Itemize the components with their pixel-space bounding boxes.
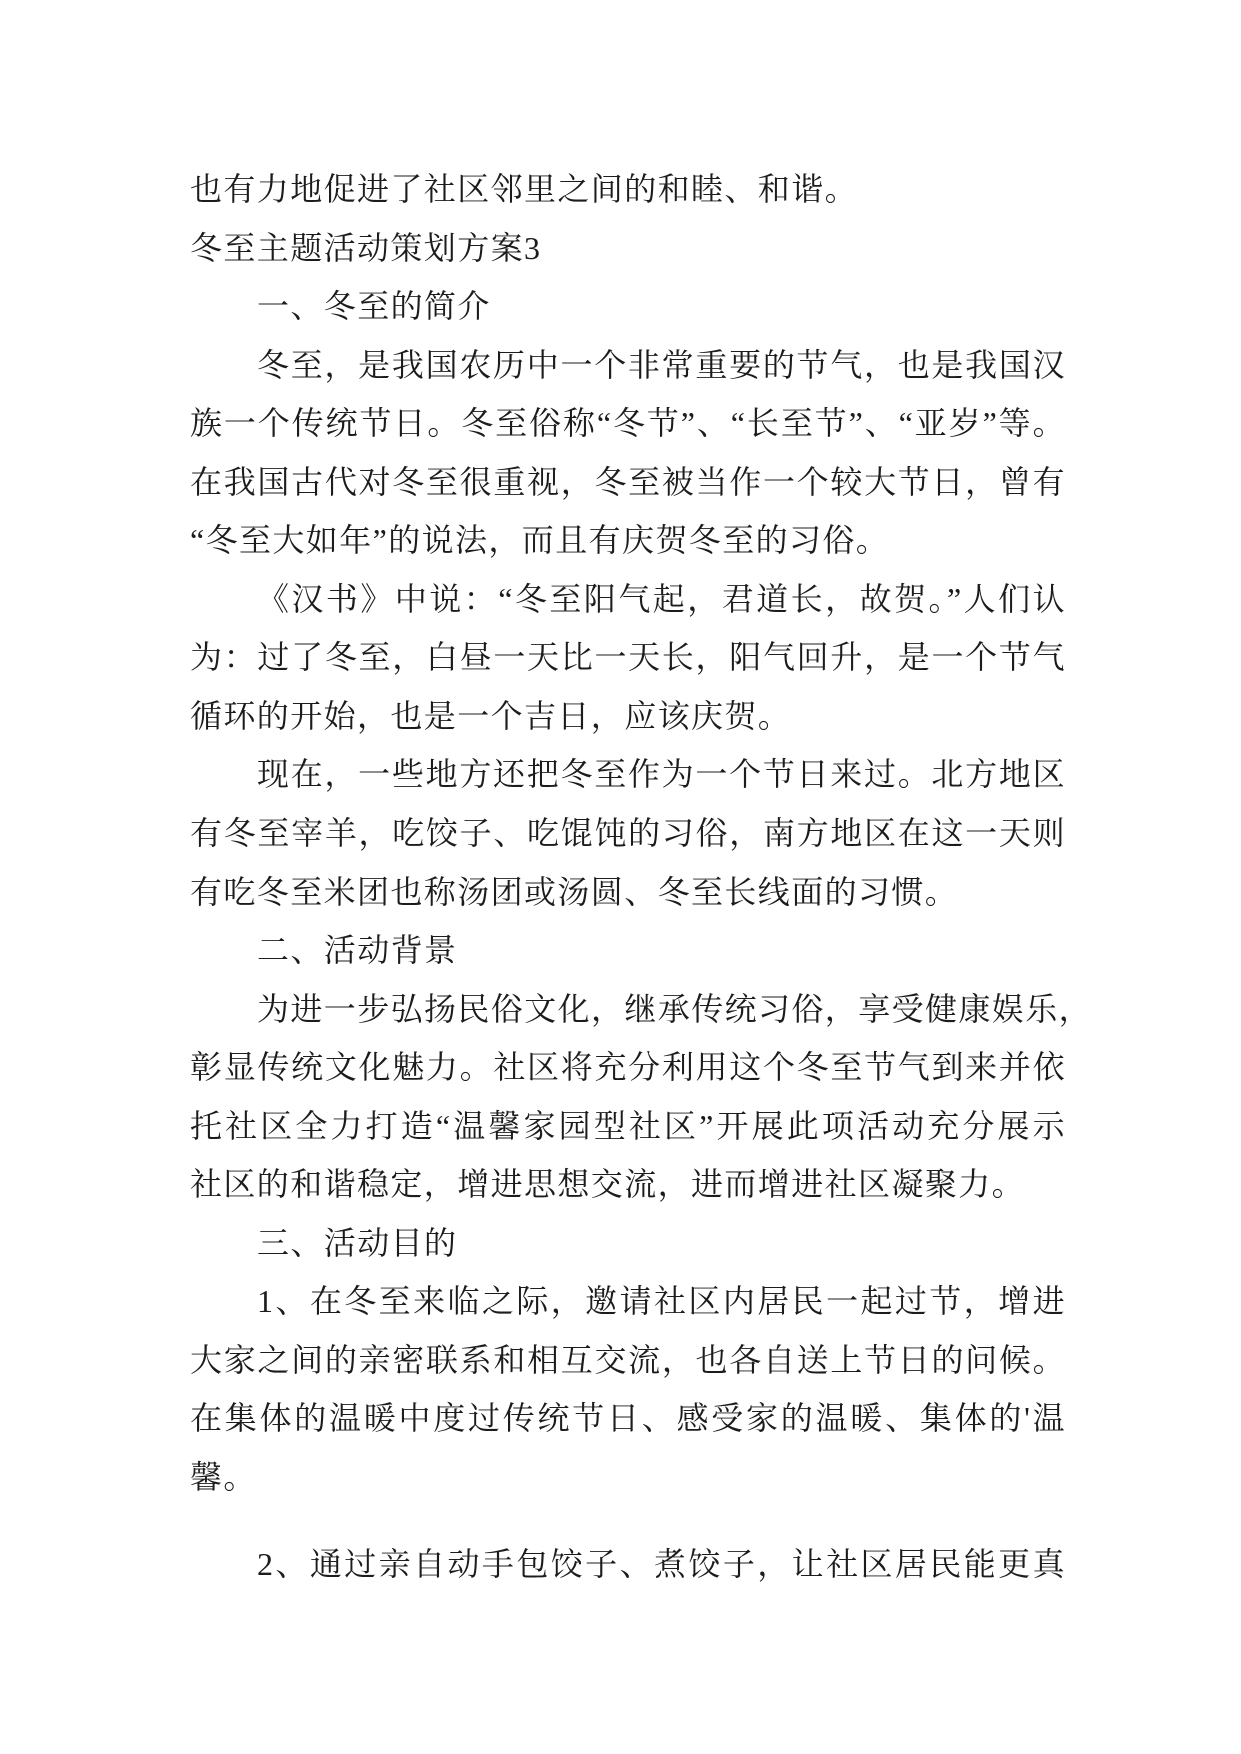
paragraph-line: 馨。 (190, 1459, 257, 1496)
section-heading: 二、活动背景 (257, 932, 458, 969)
paragraph-line: 在我国古代对冬至很重视，冬至被当作一个较大节日，曾有 (190, 463, 1066, 500)
paragraph-line: 1、在冬至来临之际，邀请社区内居民一起过节，增进 (257, 1283, 1066, 1320)
paragraph-line: 冬至，是我国农历中一个非常重要的节气，也是我国汉 (257, 346, 1066, 383)
paragraph-line: 为：过了冬至，白昼一天比一天长，阳气回升，是一个节气 (190, 639, 1066, 676)
paragraph (190, 1272, 1066, 1506)
paragraph-line: 社区的和谐稳定，增进思想交流，进而增进社区凝聚力。 (190, 1166, 1026, 1203)
paragraph-line: 也有力地促进了社区邻里之间的和睦、和谐。 (190, 171, 859, 207)
document-title: 冬至主题活动策划方案3 (190, 229, 542, 266)
paragraph-line: 族一个传统节日。冬至俗称“冬节”、“长至节”、“亚岁”等。 (190, 405, 1066, 442)
section-introduction (190, 277, 1066, 921)
paragraph (190, 570, 1066, 746)
paragraph-line: 有冬至宰羊，吃饺子、吃馄饨的习俗，南方地区在这一天则 (190, 815, 1066, 852)
section-heading: 一、冬至的简介 (257, 288, 491, 325)
paragraph-line: 彰显传统文化魅力。社区将充分利用这个冬至节气到来并依 (190, 1049, 1066, 1086)
section-objectives (190, 1214, 1066, 1593)
paragraph-line: 有吃冬至米团也称汤团或汤圆、冬至长线面的习惯。 (190, 873, 959, 910)
paragraph (190, 980, 1093, 1214)
paragraph-line: 在集体的温暖中度过传统节日、感受家的温暖、集体的'温 (190, 1400, 1066, 1437)
document-body (190, 160, 1093, 1593)
paragraph-line: 大家之间的亲密联系和相互交流，也各自送上节日的问候。 (190, 1341, 1066, 1378)
section-heading: 三、活动目的 (257, 1224, 458, 1261)
paragraph-line: “冬至大如年”的说法，而且有庆贺冬至的习俗。 (190, 522, 890, 559)
paragraph-line: 托社区全力打造“温馨家园型社区”开展此项活动充分展示 (190, 1107, 1066, 1144)
paragraph-line: 2、通过亲自动手包饺子、煮饺子，让社区居民能更真 (257, 1545, 1066, 1582)
paragraph-line: 为进一步弘扬民俗文化，继承传统习俗，享受健康娱乐， (257, 990, 1093, 1027)
paragraph (190, 336, 1066, 570)
paragraph-line: 现在，一些地方还把冬至作为一个节日来过。北方地区 (257, 756, 1066, 793)
continuation-paragraph (190, 160, 1066, 219)
paragraph (190, 1535, 1066, 1594)
paragraph-line: 《汉书》中说：“冬至阳气起，君道长，故贺。”人们认 (257, 580, 1066, 617)
paragraph (190, 745, 1066, 921)
section-background (190, 921, 1093, 1214)
paragraph-line: 循环的开始，也是一个吉日，应该庆贺。 (190, 697, 792, 734)
